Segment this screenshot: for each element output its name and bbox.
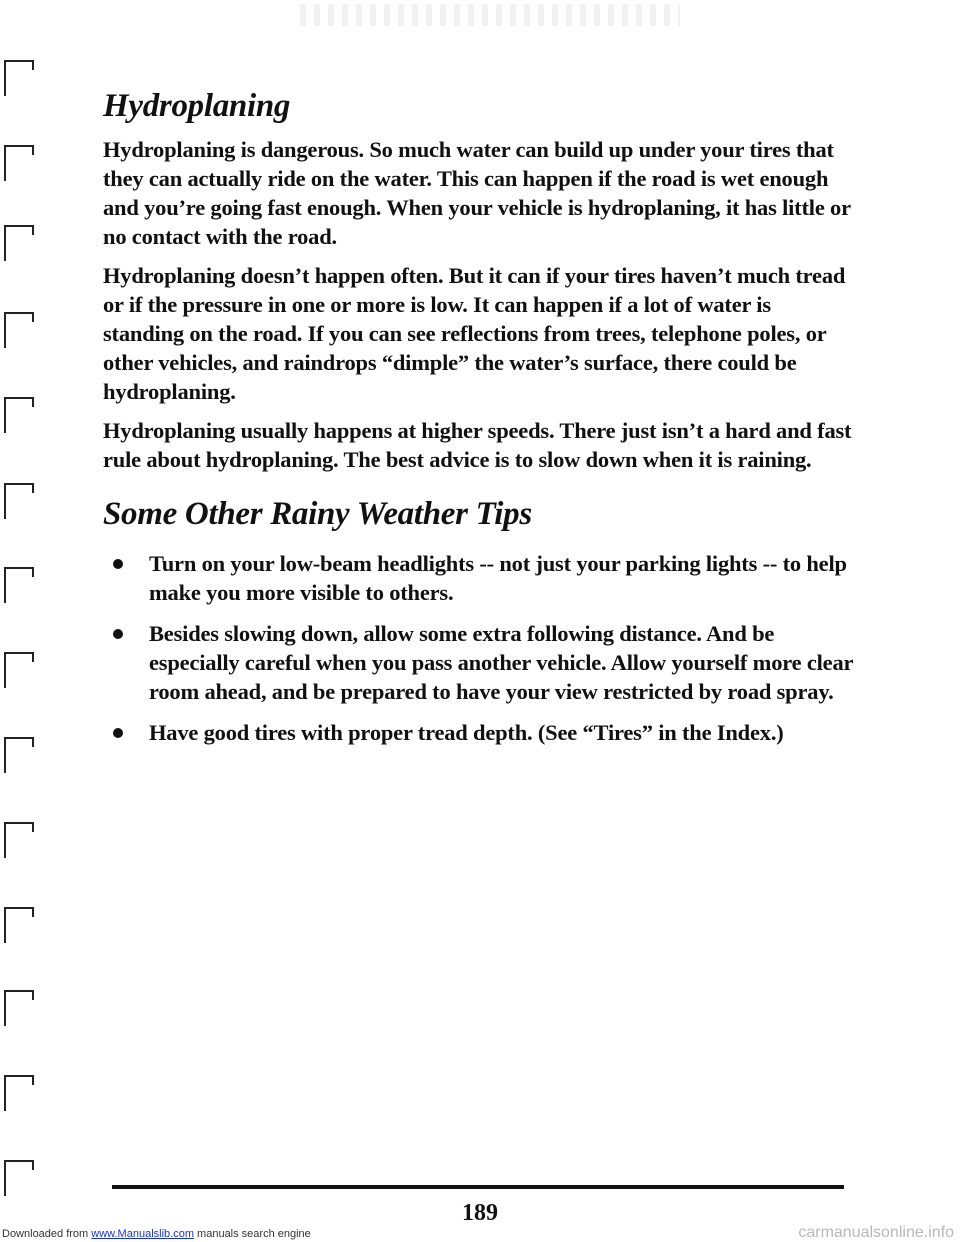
- hydroplaning-paragraph: Hydroplaning doesn’t happen often. But it can if your tires haven’t much tread or if the pressure in one or more is low. It can happen if a lot of water is standing on the road. If you can see reflections from trees, telephone poles, or other vehicles, and raindrops “dimple” the water’s surface, there could be hydroplaning.: [103, 263, 846, 404]
- binder-mark: [4, 990, 32, 1026]
- hydroplaning-paragraph: Hydroplaning usually happens at higher speeds. There just isn’t a hard and fast rule about hydroplaning. The best advice is to slow down when it is raining.: [103, 418, 852, 472]
- download-prefix: Downloaded from: [2, 1228, 89, 1240]
- tip-text: Turn on your low-beam headlights -- not just your parking lights -- to help make you more visible to others.: [149, 551, 847, 605]
- page-content: [103, 88, 853, 759]
- tip-text: Have good tires with proper tread depth. (See “Tires” in the Index.): [149, 720, 784, 745]
- binder-mark: [4, 145, 32, 181]
- binder-mark: [4, 225, 32, 261]
- page-number: 189: [462, 1200, 498, 1226]
- binder-margin-marks: [0, 0, 40, 1242]
- tip-list-item: [103, 549, 853, 607]
- site-watermark: carmanualsonline.info: [798, 1224, 954, 1241]
- download-suffix: manuals search engine: [197, 1228, 311, 1240]
- binder-mark: [4, 1160, 32, 1196]
- bullet-icon: [113, 728, 123, 738]
- binder-mark: [4, 1075, 32, 1111]
- binder-mark: [4, 652, 32, 688]
- binder-mark: [4, 907, 32, 943]
- hydroplaning-paragraph: Hydroplaning is dangerous. So much water can build up under your tires that they can actually ride on the water. This can happen if the road is wet enough and you’re going fast enough. When your vehicle is hydroplaning, it has little or no contact with the road.: [103, 137, 851, 249]
- tip-list-item: [103, 619, 853, 706]
- bullet-icon: [113, 559, 123, 569]
- binder-mark: [4, 567, 32, 603]
- tip-text: Besides slowing down, allow some extra following distance. And be especially careful when you pass another vehicle. Allow yourself more clear room ahead, and be prepared to have your view restricted by road spray.: [149, 621, 853, 704]
- rainy-tips-list: [103, 549, 853, 747]
- binder-mark: [4, 60, 32, 96]
- binder-mark: [4, 312, 32, 348]
- bullet-icon: [113, 629, 123, 639]
- hydroplaning-heading: Hydroplaning: [103, 88, 291, 124]
- scan-noise: [300, 4, 680, 26]
- manualslib-link[interactable]: www.Manualslib.com: [91, 1228, 194, 1240]
- rainy-tips-heading: Some Other Rainy Weather Tips: [103, 496, 532, 532]
- tip-list-item: [103, 718, 853, 747]
- binder-mark: [4, 483, 32, 519]
- binder-mark: [4, 737, 32, 773]
- footer-rule: [112, 1185, 844, 1189]
- download-notice: [2, 1228, 311, 1240]
- binder-mark: [4, 397, 32, 433]
- binder-mark: [4, 822, 32, 858]
